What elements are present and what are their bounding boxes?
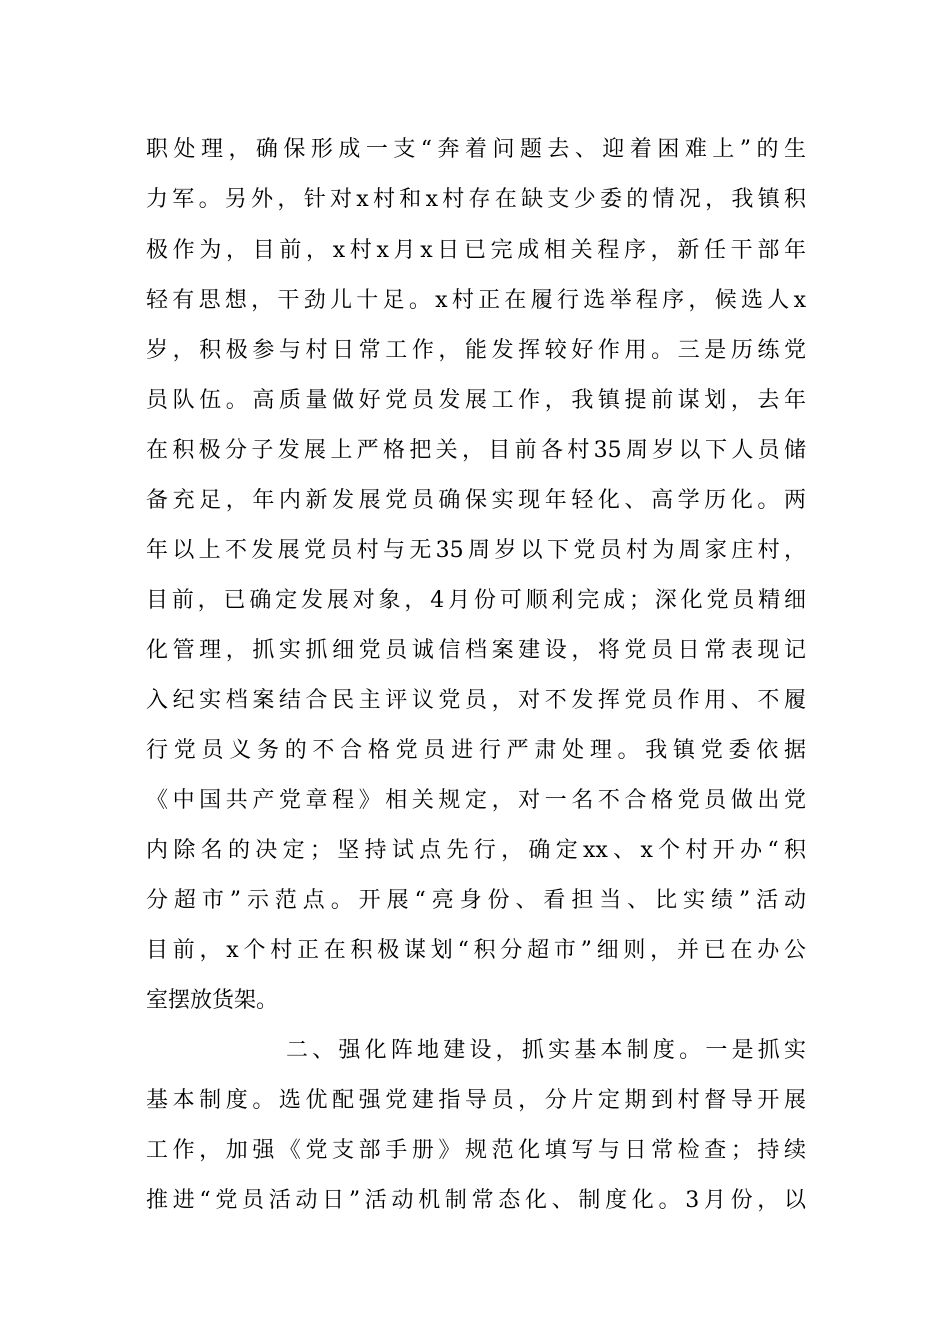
text-line: 室摆放货架。 xyxy=(146,988,279,1013)
text-line: 岁，积极参与村日常工作，能发挥较好作用。三是历练党 xyxy=(146,338,806,363)
text-line: 化管理，抓实抓细党员诚信档案建设，将党员日常表现记 xyxy=(146,638,806,663)
text-line: 工作，加强《党支部手册》规范化填写与日常检查；持续 xyxy=(146,1138,806,1163)
text-line: 年以上不发展党员村与无35周岁以下党员村为周家庄村， xyxy=(146,538,806,563)
text-line: 入纪实档案结合民主评议党员，对不发挥党员作用、不履 xyxy=(146,688,806,713)
text-line: 内除名的决定；坚持试点先行，确定xx、x个村开办“积 xyxy=(146,838,806,863)
text-line: 职处理，确保形成一支“奔着问题去、迎着困难上”的生 xyxy=(146,137,806,162)
text-line: 行党员义务的不合格党员进行严肃处理。我镇党委依据 xyxy=(146,738,806,763)
text-line: 目前，x个村正在积极谋划“积分超市”细则，并已在办公 xyxy=(146,938,806,963)
section-heading-line: 二、强化阵地建设，抓实基本制度。一是抓实 xyxy=(286,1038,806,1063)
text-line: 在积极分子发展上严格把关，目前各村35周岁以下人员储 xyxy=(146,438,806,463)
text-line: 力军。另外，针对x村和x村存在缺支少委的情况，我镇积 xyxy=(146,187,806,212)
text-line: 员队伍。高质量做好党员发展工作，我镇提前谋划，去年 xyxy=(146,388,806,413)
text-line: 《中国共产党章程》相关规定，对一名不合格党员做出党 xyxy=(146,788,806,813)
text-line: 轻有思想，干劲儿十足。x村正在履行选举程序，候选人x xyxy=(146,288,806,313)
text-line: 基本制度。选优配强党建指导员，分片定期到村督导开展 xyxy=(146,1088,806,1113)
text-line: 极作为，目前，x村x月x日已完成相关程序，新任干部年 xyxy=(146,238,806,263)
text-line: 分超市”示范点。开展“亮身份、看担当、比实绩”活动 xyxy=(146,888,806,913)
text-line: 目前，已确定发展对象，4月份可顺利完成；深化党员精细 xyxy=(146,588,806,613)
text-line: 备充足，年内新发展党员确保实现年轻化、高学历化。两 xyxy=(146,488,806,513)
text-line: 推进“党员活动日”活动机制常态化、制度化。3月份，以 xyxy=(146,1188,806,1213)
